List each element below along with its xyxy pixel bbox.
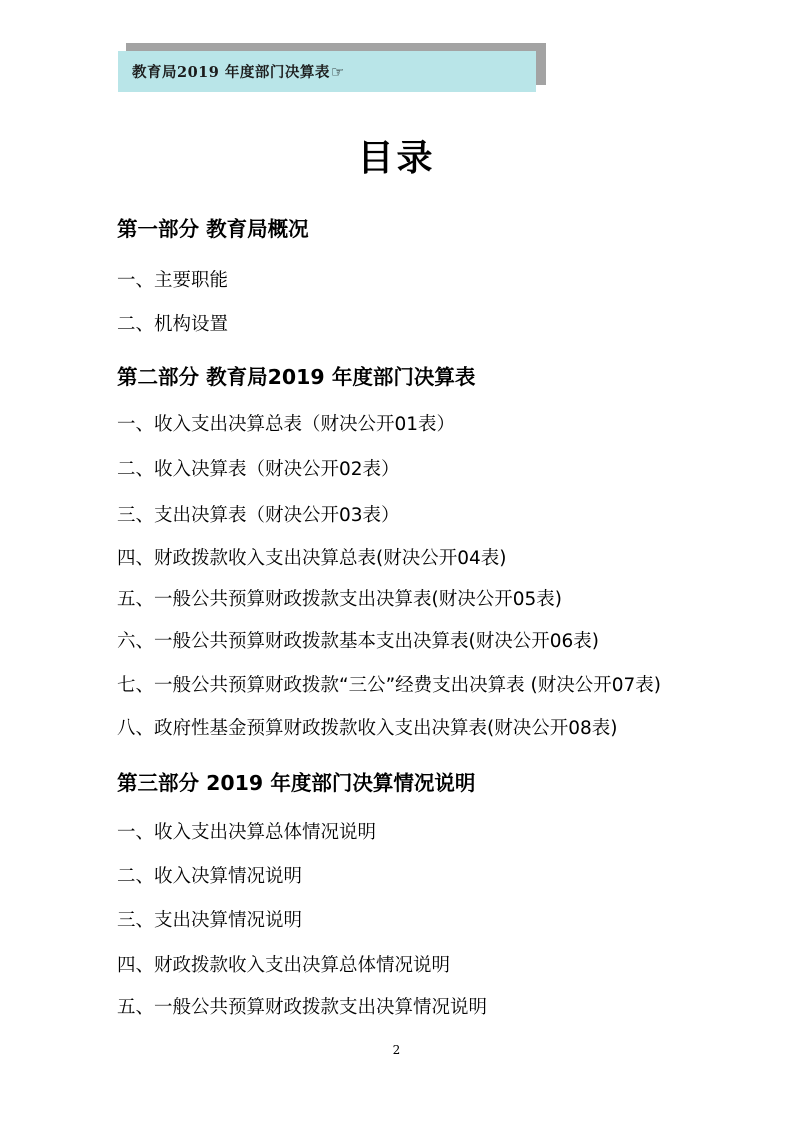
page-title: 目录 bbox=[357, 138, 436, 179]
toc-item: 二、机构设置 bbox=[117, 314, 229, 335]
toc-item: 五、一般公共预算财政拨款支出决算情况说明 bbox=[117, 997, 488, 1018]
toc-item: 七、一般公共预算财政拨款“三公”经费支出决算表 (财决公开07表) bbox=[117, 675, 662, 696]
toc-item: 四、财政拨款收入支出决算总表(财决公开04表) bbox=[117, 548, 507, 569]
pointing-hand-icon: ☞ bbox=[330, 62, 345, 81]
toc-item: 三、支出决算情况说明 bbox=[117, 910, 303, 931]
toc-item: 一、收入支出决算总表（财决公开01表） bbox=[117, 414, 456, 435]
toc-item: 六、一般公共预算财政拨款基本支出决算表(财决公开06表) bbox=[117, 631, 599, 652]
section-heading: 第三部分 2019 年度部门决算情况说明 bbox=[117, 771, 476, 795]
toc-item: 二、收入决算表（财决公开02表） bbox=[117, 459, 400, 480]
toc-item: 四、财政拨款收入支出决算总体情况说明 bbox=[117, 955, 451, 976]
section-heading: 第一部分 教育局概况 bbox=[117, 217, 309, 241]
toc-item: 八、政府性基金预算财政拨款收入支出决算表(财决公开08表) bbox=[117, 718, 618, 739]
toc-item: 一、主要职能 bbox=[117, 270, 229, 291]
header-banner-text: 教育局2019 年度部门决算表 bbox=[132, 64, 330, 81]
toc-item: 三、支出决算表（财决公开03表） bbox=[117, 505, 400, 526]
toc-item: 一、收入支出决算总体情况说明 bbox=[117, 822, 377, 843]
page-number: 2 bbox=[392, 1043, 401, 1057]
header-banner bbox=[118, 51, 536, 92]
section-heading: 第二部分 教育局2019 年度部门决算表 bbox=[117, 365, 476, 389]
toc-item: 二、收入决算情况说明 bbox=[117, 866, 303, 887]
toc-item: 五、一般公共预算财政拨款支出决算表(财决公开05表) bbox=[117, 589, 562, 610]
